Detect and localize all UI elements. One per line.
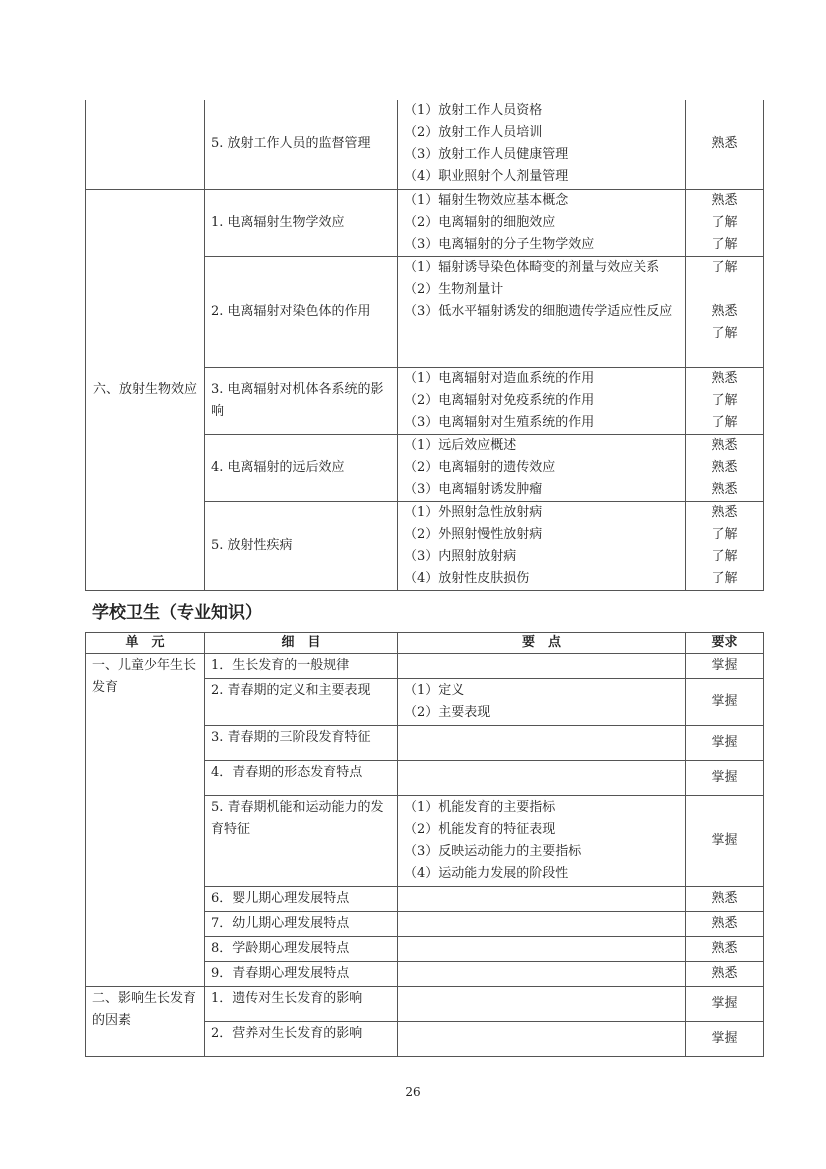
points-cell xyxy=(398,887,686,912)
point-line: （2）主要表现 xyxy=(404,705,491,720)
point-line: （2）机能发育的特征表现 xyxy=(404,822,556,837)
points-cell xyxy=(398,962,686,987)
point-line: （1）电离辐射对造血系统的作用 xyxy=(404,370,595,386)
point-line: （4）职业照射个人剂量管理 xyxy=(404,169,569,184)
point-line: （1）辐射诱导染色体畸变的剂量与效应关系 xyxy=(404,259,660,275)
unit-cell: 一、儿童少年生长发育 xyxy=(86,654,205,987)
radiation-biology-table xyxy=(85,100,764,591)
item-cell: 1．遗传对生长发育的影响 xyxy=(205,987,398,1022)
requirement-cell: 熟悉 了解 了解 xyxy=(686,189,764,256)
point-line: （4）放射性皮肤损伤 xyxy=(404,570,530,586)
item-cell: 9．青春期心理发展特点 xyxy=(205,962,398,987)
point-line: （1）放射工作人员资格 xyxy=(404,103,543,118)
points-cell xyxy=(398,367,686,434)
section-title: 学校卫生（专业知识） xyxy=(92,603,262,623)
header-item: 细 目 xyxy=(205,633,398,654)
requirement-cell: 熟悉 了解 了解 了解 xyxy=(686,501,764,590)
points-cell xyxy=(398,189,686,256)
item-cell: 4．青春期的形态发育特点 xyxy=(205,761,398,796)
requirement-cell: 熟悉 xyxy=(686,962,764,987)
item-cell: 3. 电离辐射对机体各系统的影响 xyxy=(205,367,398,434)
points-cell xyxy=(398,761,686,796)
requirement-cell: 熟悉 了解 了解 xyxy=(686,367,764,434)
header-requirement: 要求 xyxy=(686,633,764,654)
table-row xyxy=(86,100,764,189)
item-cell: 5. 放射工作人员的监督管理 xyxy=(205,100,398,189)
point-line: （3）内照射放射病 xyxy=(404,548,517,564)
point-line: （3）反映运动能力的主要指标 xyxy=(404,844,582,859)
table-row xyxy=(86,189,764,256)
points-cell xyxy=(398,654,686,679)
item-cell: 5. 青春期机能和运动能力的发育特征 xyxy=(205,796,398,887)
item-cell: 1．生长发育的一般规律 xyxy=(205,654,398,679)
point-line: （3）放射工作人员健康管理 xyxy=(404,147,569,162)
point-line: （2）生物剂量计 xyxy=(404,281,504,297)
point-line: （1）外照射急性放射病 xyxy=(404,504,543,520)
item-cell: 2. 电离辐射对染色体的作用 xyxy=(205,256,398,367)
requirement-cell: 熟悉 xyxy=(686,912,764,937)
points-cell xyxy=(398,100,686,189)
points-cell xyxy=(398,987,686,1022)
item-cell: 8．学龄期心理发展特点 xyxy=(205,937,398,962)
points-cell xyxy=(398,937,686,962)
point-line: （4）运动能力发展的阶段性 xyxy=(404,866,569,881)
table-row xyxy=(86,654,764,679)
requirement-cell: 了解 熟悉 了解 xyxy=(686,256,764,367)
item-cell: 5. 放射性疾病 xyxy=(205,501,398,590)
points-cell xyxy=(398,501,686,590)
item-cell: 6．婴儿期心理发展特点 xyxy=(205,887,398,912)
point-line: （2）电离辐射的细胞效应 xyxy=(404,214,556,230)
point-line: （2）电离辐射的遗传效应 xyxy=(404,459,556,475)
point-line: （3）低水平辐射诱发的细胞遗传学适应性反应 xyxy=(404,303,673,319)
point-line: （2）外照射慢性放射病 xyxy=(404,526,543,542)
requirement-cell: 熟悉 xyxy=(686,937,764,962)
page-number: 26 xyxy=(405,1085,421,1099)
requirement-cell: 熟悉 xyxy=(686,100,764,189)
requirement-cell: 掌握 xyxy=(686,987,764,1022)
unit-cell xyxy=(86,100,205,189)
point-line: （3）电离辐射诱发肿瘤 xyxy=(404,481,543,497)
points-cell xyxy=(398,1022,686,1057)
point-line: （2）电离辐射对免疫系统的作用 xyxy=(404,392,595,408)
header-points: 要 点 xyxy=(398,633,686,654)
point-line: （1）定义 xyxy=(404,683,465,698)
points-cell xyxy=(398,256,686,367)
requirement-cell: 熟悉 熟悉 熟悉 xyxy=(686,434,764,501)
header-row xyxy=(86,633,764,654)
requirement-cell: 熟悉 xyxy=(686,887,764,912)
unit-cell: 二、影响生长发育的因素 xyxy=(86,987,205,1057)
table-row xyxy=(86,987,764,1022)
school-health-table xyxy=(85,632,764,1057)
point-line: （3）电离辐射对生殖系统的作用 xyxy=(404,414,595,430)
points-cell xyxy=(398,912,686,937)
point-line: （1）辐射生物效应基本概念 xyxy=(404,192,569,208)
unit-cell: 六、放射生物效应 xyxy=(86,189,205,590)
item-cell: 2. 青春期的定义和主要表现 xyxy=(205,679,398,726)
item-cell: 2．营养对生长发育的影响 xyxy=(205,1022,398,1057)
point-line: （1）机能发育的主要指标 xyxy=(404,800,556,815)
requirement-cell: 掌握 xyxy=(686,654,764,679)
point-line: （2）放射工作人员培训 xyxy=(404,125,543,140)
item-cell: 3. 青春期的三阶段发育特征 xyxy=(205,726,398,761)
requirement-cell: 掌握 xyxy=(686,726,764,761)
item-cell: 4. 电离辐射的远后效应 xyxy=(205,434,398,501)
header-unit: 单 元 xyxy=(86,633,205,654)
item-cell: 1. 电离辐射生物学效应 xyxy=(205,189,398,256)
item-cell: 7．幼儿期心理发展特点 xyxy=(205,912,398,937)
requirement-cell: 掌握 xyxy=(686,796,764,887)
points-cell xyxy=(398,796,686,887)
requirement-cell: 掌握 xyxy=(686,679,764,726)
point-line: （3）电离辐射的分子生物学效应 xyxy=(404,236,595,252)
requirement-cell: 掌握 xyxy=(686,761,764,796)
points-cell xyxy=(398,434,686,501)
requirement-cell: 掌握 xyxy=(686,1022,764,1057)
points-cell xyxy=(398,726,686,761)
points-cell xyxy=(398,679,686,726)
point-line: （1）远后效应概述 xyxy=(404,437,517,453)
